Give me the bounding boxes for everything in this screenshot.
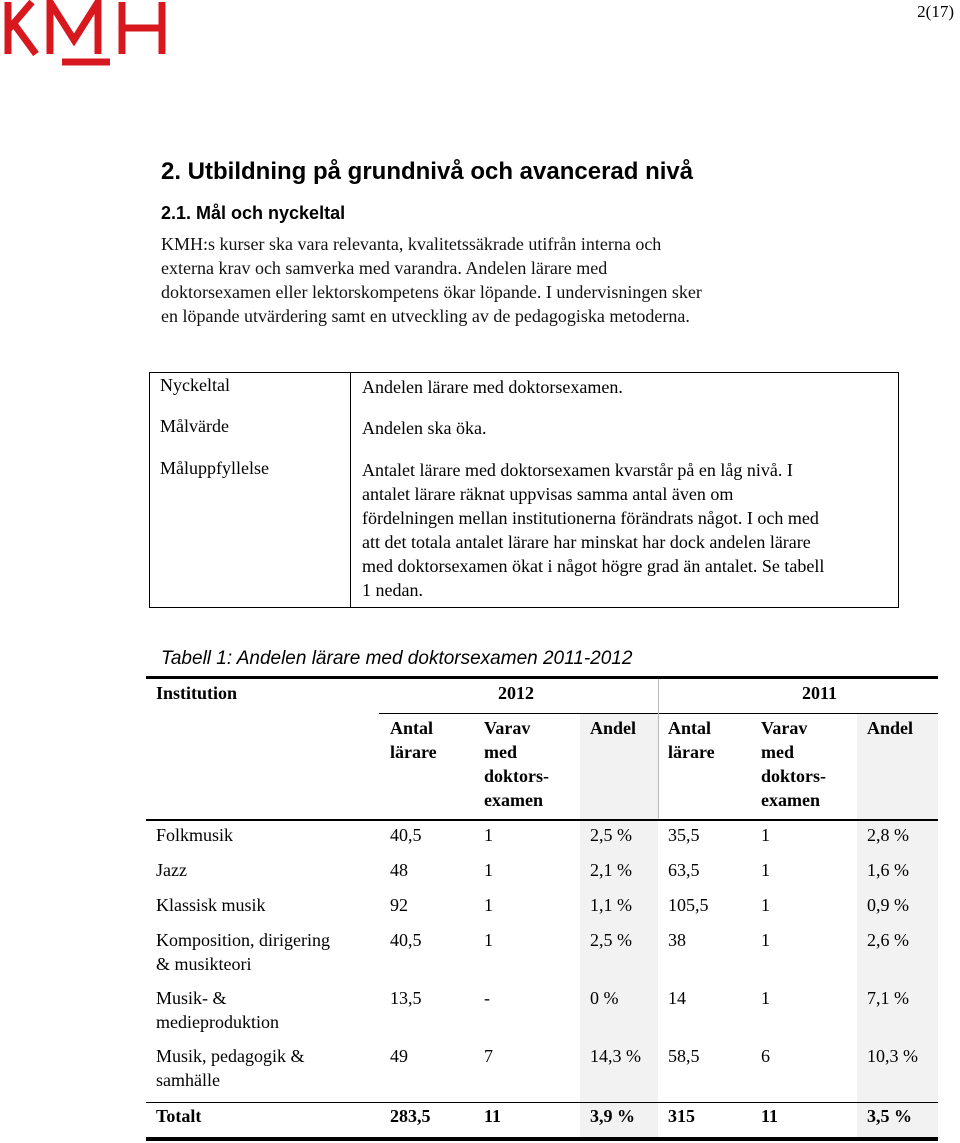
col-antal-line: Antal: [390, 718, 434, 738]
cell-antal-2012: 40,5: [390, 930, 422, 950]
kpi-label-nyckeltal: Nyckeltal: [160, 375, 230, 395]
cell-andel-2011: 7,1 %: [867, 988, 909, 1008]
table-bottom-rule: [146, 1137, 938, 1141]
col-varav-line: examen: [484, 790, 543, 810]
row-name-line: Musik- &: [156, 988, 227, 1008]
cell-varav-2011: 1: [761, 988, 770, 1008]
subsection-heading: 2.1. Mål och nyckeltal: [161, 203, 346, 223]
col-varav-line: examen: [761, 790, 820, 810]
kpi-label-maluppfyllelse: Måluppfyllelse: [160, 458, 269, 478]
row-name-line: & musikteori: [156, 954, 252, 974]
year-divider: [658, 679, 659, 819]
kpi-value-malvarde: Andelen ska öka.: [362, 418, 487, 438]
kpi-text-line: fördelningen mellan institutionerna förändrats något. I och med: [362, 508, 819, 528]
col-antal-2011: [668, 716, 715, 764]
cell-andel-2012: 2,5 %: [590, 930, 632, 950]
kpi-text-line: Antalet lärare med doktorsexamen kvarstår på en låg nivå. I: [362, 460, 793, 480]
kpi-label-malvarde: Målvärde: [160, 416, 229, 436]
intro-line: KMH:s kurser ska vara relevanta, kvalitetssäkrade utifrån interna och: [161, 234, 662, 254]
table-caption: Tabell 1: Andelen lärare med doktorsexamen 2011-2012: [161, 648, 633, 669]
cell-antal-2012: 40,5: [390, 825, 422, 845]
cell-varav-2012: -: [484, 988, 490, 1008]
year-2012-header: 2012: [498, 683, 534, 703]
total-varav-2011: 11: [761, 1106, 779, 1126]
table-row-name: [156, 986, 279, 1034]
total-andel-2011: 3,5 %: [867, 1106, 912, 1126]
cell-andel-2011: 0,9 %: [867, 895, 909, 915]
col-antal-line: lärare: [668, 742, 715, 762]
table-top-rule: [146, 676, 938, 679]
cell-varav-2011: 1: [761, 895, 770, 915]
logo-letters: [8, 2, 162, 62]
col-antal-line: Antal: [668, 718, 712, 738]
kmh-logo: [4, 0, 166, 66]
table-row-name: Folkmusik: [156, 825, 234, 845]
col-varav-line: doktors-: [761, 766, 827, 786]
col-varav-2011: [761, 716, 826, 812]
cell-andel-2011: 1,6 %: [867, 860, 909, 880]
teachers-table: [146, 676, 938, 1143]
cell-andel-2012: 2,5 %: [590, 825, 632, 845]
intro-line: en löpande utvärdering samt en utveckling av de pedagogiska metoderna.: [161, 306, 690, 326]
col-andel-2012: Andel: [590, 718, 637, 738]
cell-andel-2012: 14,3 %: [590, 1046, 641, 1066]
kpi-text-line: antalet lärare räknat uppvisas samma antal även om: [362, 484, 734, 504]
andel-2012-shade: [580, 714, 658, 1139]
cell-varav-2012: 1: [484, 930, 493, 950]
page-number: 2(17): [917, 2, 954, 21]
cell-varav-2012: 1: [484, 895, 493, 915]
total-antal-2012: 283,5: [390, 1106, 431, 1126]
col-antal-line: lärare: [390, 742, 437, 762]
intro-line: doktorsexamen eller lektorskompetens ökar löpande. I undervisningen sker: [161, 282, 702, 302]
total-rule: [146, 1102, 938, 1103]
cell-andel-2011: 2,8 %: [867, 825, 909, 845]
kpi-text-line: med doktorsexamen ökat i något högre grad än antalet. Se tabell: [362, 556, 825, 576]
cell-antal-2012: 13,5: [390, 988, 422, 1008]
header-rule: [146, 819, 938, 821]
institution-header: Institution: [156, 683, 238, 703]
col-varav-line: doktors-: [484, 766, 550, 786]
cell-varav-2012: 1: [484, 860, 493, 880]
cell-antal-2012: 92: [390, 895, 408, 915]
col-antal-2012: [390, 716, 437, 764]
kpi-box: [149, 372, 899, 608]
cell-antal-2011: 105,5: [668, 895, 709, 915]
intro-line: externa krav och samverka med varandra. Andelen lärare med: [161, 258, 608, 278]
kpi-divider: [350, 373, 351, 607]
cell-antal-2011: 63,5: [668, 860, 700, 880]
intro-paragraph: [161, 232, 771, 328]
cell-andel-2012: 2,1 %: [590, 860, 632, 880]
cell-antal-2011: 38: [668, 930, 686, 950]
year-2011-header: 2011: [802, 683, 838, 703]
section-heading: 2. Utbildning på grundnivå och avancerad nivå: [161, 158, 694, 185]
cell-varav-2012: 1: [484, 825, 493, 845]
total-antal-2011: 315: [668, 1106, 695, 1126]
total-andel-2012: 3,9 %: [590, 1106, 635, 1126]
row-name-line: medieproduktion: [156, 1012, 279, 1032]
kpi-text-line: att det totala antalet lärare har minskat har dock andelen lärare: [362, 532, 811, 552]
cell-andel-2012: 0 %: [590, 988, 619, 1008]
table-row-name: Jazz: [156, 860, 187, 880]
cell-andel-2011: 10,3 %: [867, 1046, 918, 1066]
cell-varav-2011: 1: [761, 860, 770, 880]
table-row-name: [156, 1044, 305, 1092]
row-name-line: samhälle: [156, 1070, 220, 1090]
andel-2011-shade: [857, 714, 938, 1139]
col-andel-2011: Andel: [867, 718, 914, 738]
col-varav-line: Varav: [761, 718, 808, 738]
cell-varav-2011: 1: [761, 930, 770, 950]
cell-andel-2011: 2,6 %: [867, 930, 909, 950]
cell-antal-2012: 49: [390, 1046, 408, 1066]
row-name-line: Komposition, dirigering: [156, 930, 330, 950]
col-varav-line: med: [761, 742, 794, 762]
cell-antal-2011: 14: [668, 988, 686, 1008]
table-row-name: [156, 928, 330, 976]
total-varav-2012: 11: [484, 1106, 502, 1126]
total-row-name: Totalt: [156, 1106, 202, 1126]
row-name-line: Musik, pedagogik &: [156, 1046, 305, 1066]
kpi-text-line: 1 nedan.: [362, 580, 423, 600]
cell-antal-2011: 35,5: [668, 825, 700, 845]
cell-antal-2012: 48: [390, 860, 408, 880]
col-varav-line: Varav: [484, 718, 531, 738]
cell-antal-2011: 58,5: [668, 1046, 700, 1066]
col-varav-line: med: [484, 742, 517, 762]
table-row-name: Klassisk musik: [156, 895, 266, 915]
cell-varav-2011: 1: [761, 825, 770, 845]
cell-varav-2012: 7: [484, 1046, 493, 1066]
kpi-value-maluppfyllelse: [362, 458, 824, 602]
cell-andel-2012: 1,1 %: [590, 895, 632, 915]
cell-varav-2011: 6: [761, 1046, 770, 1066]
col-varav-2012: [484, 716, 549, 812]
kpi-value-nyckeltal: Andelen lärare med doktorsexamen.: [362, 377, 623, 397]
